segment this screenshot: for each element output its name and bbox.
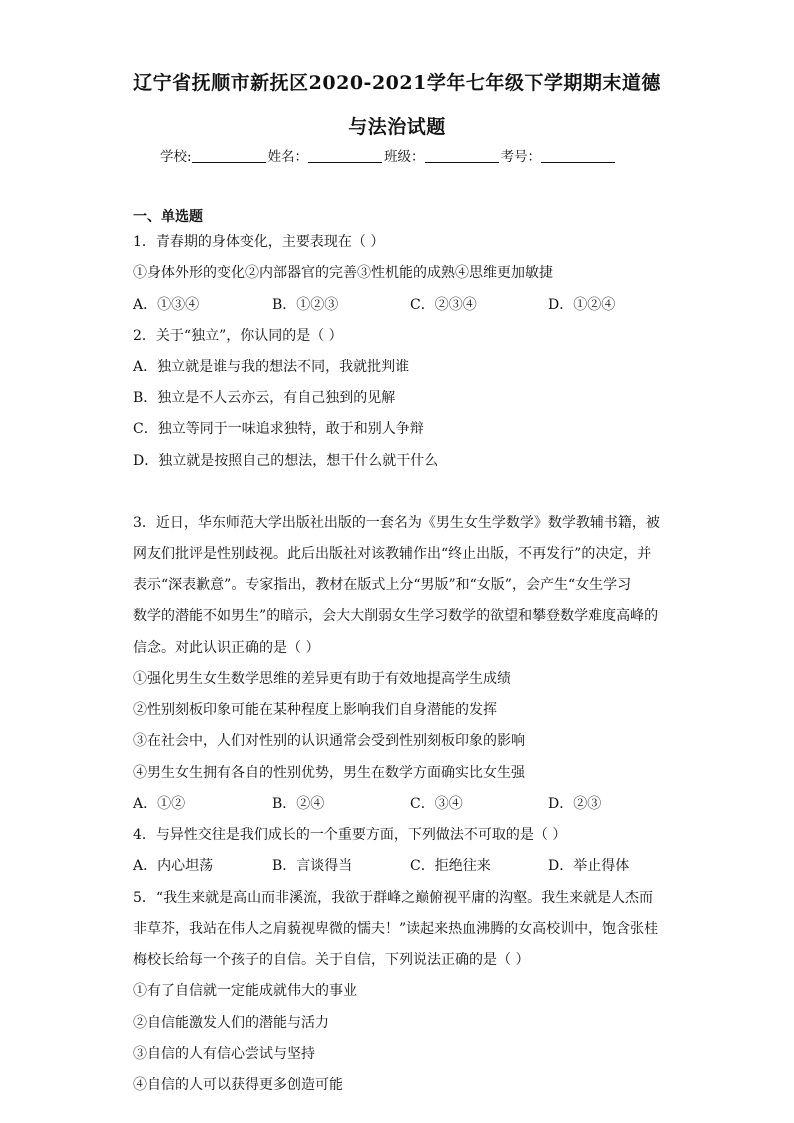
name-label: 姓名： [267,149,309,165]
question-3-item-3: ③在社会中，人们对性别的认识通常会受到性别刻板印象的影响 [133,733,525,749]
question-5-item-3: ③自信的人有信心尝试与坚持 [133,1046,315,1062]
question-4-stem: 4．与异性交往是我们成长的一个重要方面，下列做法不可取的是（ ） [133,827,567,843]
section-title: 一、单选题 [133,209,203,225]
page-title-line-2: 与法治试题 [348,116,446,138]
question-5-item-2: ②自信能激发人们的潜能与活力 [133,1015,329,1031]
question-3-stem-line-5: 信念。对此认识正确的是（ ） [133,640,320,656]
question-2-option-c: C．独立等同于一味追求独特，敢于和别人争辩 [133,421,424,437]
class-blank [425,148,499,163]
question-3-option-c: C．③④ [410,796,463,812]
question-3-stem-line-1: 3．近日，华东师范大学出版社出版的一套名为《男生女生学数学》数学教辅书籍，被 [133,515,660,531]
question-1-option-d: D．①②④ [548,297,616,313]
question-1-stem: 1．青春期的身体变化，主要表现在（ ） [133,234,385,250]
question-2-option-d: D．独立就是按照自己的想法，想干什么就干什么 [133,453,439,469]
question-1-option-a: A．①③④ [133,297,200,313]
question-5-stem-line-3: 梅校长给每一个孩子的自信。关于自信，下列说法正确的是（ ） [133,952,530,968]
school-label: 学校: [160,149,192,165]
question-5-item-4: ④自信的人可以获得更多创造可能 [133,1077,343,1093]
question-1-option-b: B．①②③ [272,297,339,313]
question-2-option-b: B．独立是不人云亦云，有自己独到的见解 [133,390,396,406]
question-1-option-c: C．②③④ [410,297,477,313]
question-4-option-d: D．举止得体 [548,858,630,874]
question-2-stem: 2．关于“独立”，你认同的是（ ） [133,328,343,344]
question-3-option-a: A．①② [133,796,186,812]
class-label: 班级： [384,149,425,165]
question-1-item: ①身体外形的变化②内部器官的完善③性机能的成熟④思维更加敏捷 [133,265,553,281]
student-info-row [160,145,617,165]
question-5-stem-line-2: 非草芥，我站在伟人之肩藐视卑微的懦夫！”读起来热血沸腾的女高校训中，饱含张桂 [133,921,659,937]
question-4-option-b: B．言谈得当 [272,858,353,874]
question-3-option-b: B．②④ [272,796,325,812]
question-3-option-d: D．②③ [548,796,602,812]
question-3-stem-line-2: 网友们批评是性别歧视。此后出版社对该教辅作出“终止出版，不再发行”的决定，并 [133,546,652,562]
question-3-stem-line-4: 数学的潜能不如男生”的暗示，会大大削弱女生学习数学的欲望和攀登数学难度高峰的 [133,608,659,624]
exam-no-label: 考号： [500,149,542,165]
question-4-option-c: C．拒绝往来 [410,858,491,874]
question-3-stem-line-3: 表示“深表歉意”。专家指出，教材在版式上分“男版”和“女版”，会产生“女生学习 [133,577,632,593]
school-blank [192,148,266,163]
name-blank [308,148,382,163]
question-5-item-1: ①有了自信就一定能成就伟大的事业 [133,983,357,999]
question-3-item-2: ②性别刻板印象可能在某种程度上影响我们自身潜能的发挥 [133,702,497,718]
question-5-stem-line-1: 5．“我生来就是高山而非溪流，我欲于群峰之巅俯视平庸的沟壑。我生来就是人杰而 [133,890,654,906]
exam-no-blank [541,148,615,163]
question-2-option-a: A．独立就是谁与我的想法不同，我就批判谁 [133,359,410,375]
question-4-option-a: A．内心坦荡 [133,858,214,874]
question-3-item-4: ④男生女生拥有各自的性别优势，男生在数学方面确实比女生强 [133,765,525,781]
page-title-line-1: 辽宁省抚顺市新抚区2020-2021学年七年级下学期期末道德 [133,72,661,94]
question-3-item-1: ①强化男生女生数学思维的差异更有助于有效地提高学生成绩 [133,671,511,687]
